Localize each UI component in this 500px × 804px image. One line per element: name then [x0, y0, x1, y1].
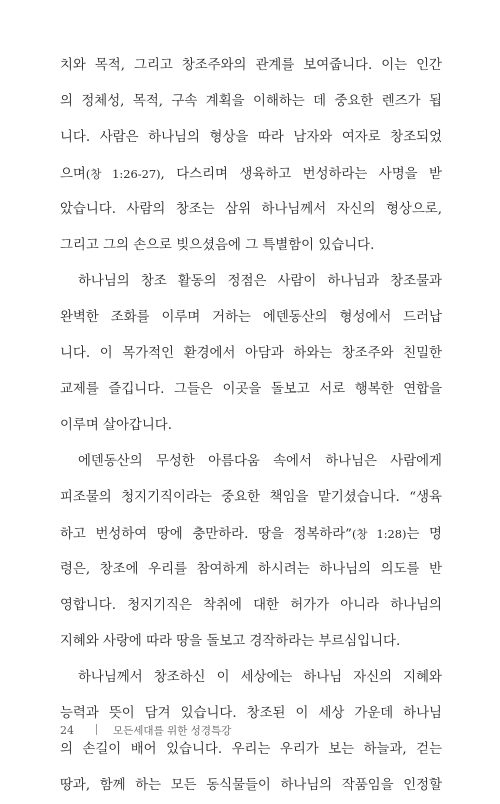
scripture-reference: (창 1:28) — [352, 527, 407, 541]
text-line: 았습니다. 사람의 창조는 삼위 하나님께서 자신의 형상으로, — [60, 202, 442, 217]
page-footer — [60, 722, 231, 740]
text-line: 치와 목적, 그리고 창조주와의 관계를 보여줍니다. 이는 인간 — [60, 58, 442, 73]
text-line: 니다. 이 목가적인 환경에서 아담과 하와는 창조주와 친밀한 — [60, 346, 442, 361]
paragraph-3 — [60, 444, 442, 660]
text-line: 의 손길이 배어 있습니다. 우리는 우리가 보는 하늘과, 걷는 — [60, 742, 442, 757]
text-line: 령은, 창조에 우리를 참여하게 하시려는 하나님의 의도를 반 — [60, 562, 442, 577]
text-segment: , 다스리며 생육하고 번성하라는 사명을 받 — [160, 167, 442, 182]
text-segment: 는 명 — [406, 527, 442, 542]
text-segment: 으며 — [60, 167, 86, 182]
text-line — [60, 156, 442, 192]
text-line: 완벽한 조화를 이루며 거하는 에덴동산의 형성에서 드러납 — [60, 310, 442, 325]
text-line: 그리고 그의 손으로 빚으셨음에 그 특별함이 있습니다. — [60, 238, 375, 253]
scripture-reference: (창 1:26-27) — [85, 167, 161, 181]
text-segment: 하고 번성하여 땅에 충만하라. 땅을 정복하라” — [60, 527, 353, 542]
text-line — [60, 516, 442, 552]
text-line: 이루며 살아갑니다. — [60, 418, 172, 433]
paragraph-2 — [60, 264, 442, 444]
text-line: 지혜와 사랑에 따라 땅을 돌보고 경작하라는 부르심입니다. — [60, 634, 401, 649]
text-line: 에덴동산의 무성한 아름다움 속에서 하나님은 사람에게 — [78, 454, 442, 469]
text-line: 능력과 뜻이 담겨 있습니다. 창조된 이 세상 가운데 하나님 — [60, 706, 442, 721]
text-line: 의 정체성, 목적, 구속 계획을 이해하는 데 중요한 렌즈가 됩 — [60, 94, 442, 109]
page-number: 24 — [60, 724, 74, 737]
footer-divider — [96, 724, 97, 735]
text-line: 니다. 사람은 하나님의 형상을 따라 남자와 여자로 창조되었 — [60, 130, 442, 145]
text-line: 땅과, 함께 하는 모든 동식물들이 하나님의 작품임을 인정할 — [60, 778, 442, 793]
paragraph-1 — [60, 48, 442, 264]
text-line: 교제를 즐깁니다. 그들은 이곳을 돌보고 서로 행복한 연합을 — [60, 382, 442, 397]
text-line: 하나님의 창조 활동의 정점은 사람이 하나님과 창조물과 — [78, 274, 442, 289]
text-line: 피조물의 청지기직이라는 중요한 책임을 맡기셨습니다. “생육 — [60, 490, 442, 505]
text-line: 영합니다. 청지기직은 착취에 대한 허가가 아니라 하나님의 — [60, 598, 442, 613]
text-line: 하나님께서 창조하신 이 세상에는 하나님 자신의 지혜와 — [78, 670, 442, 685]
body-text — [60, 48, 442, 804]
book-title: 모든세대를 위한 성경특강 — [113, 725, 232, 737]
